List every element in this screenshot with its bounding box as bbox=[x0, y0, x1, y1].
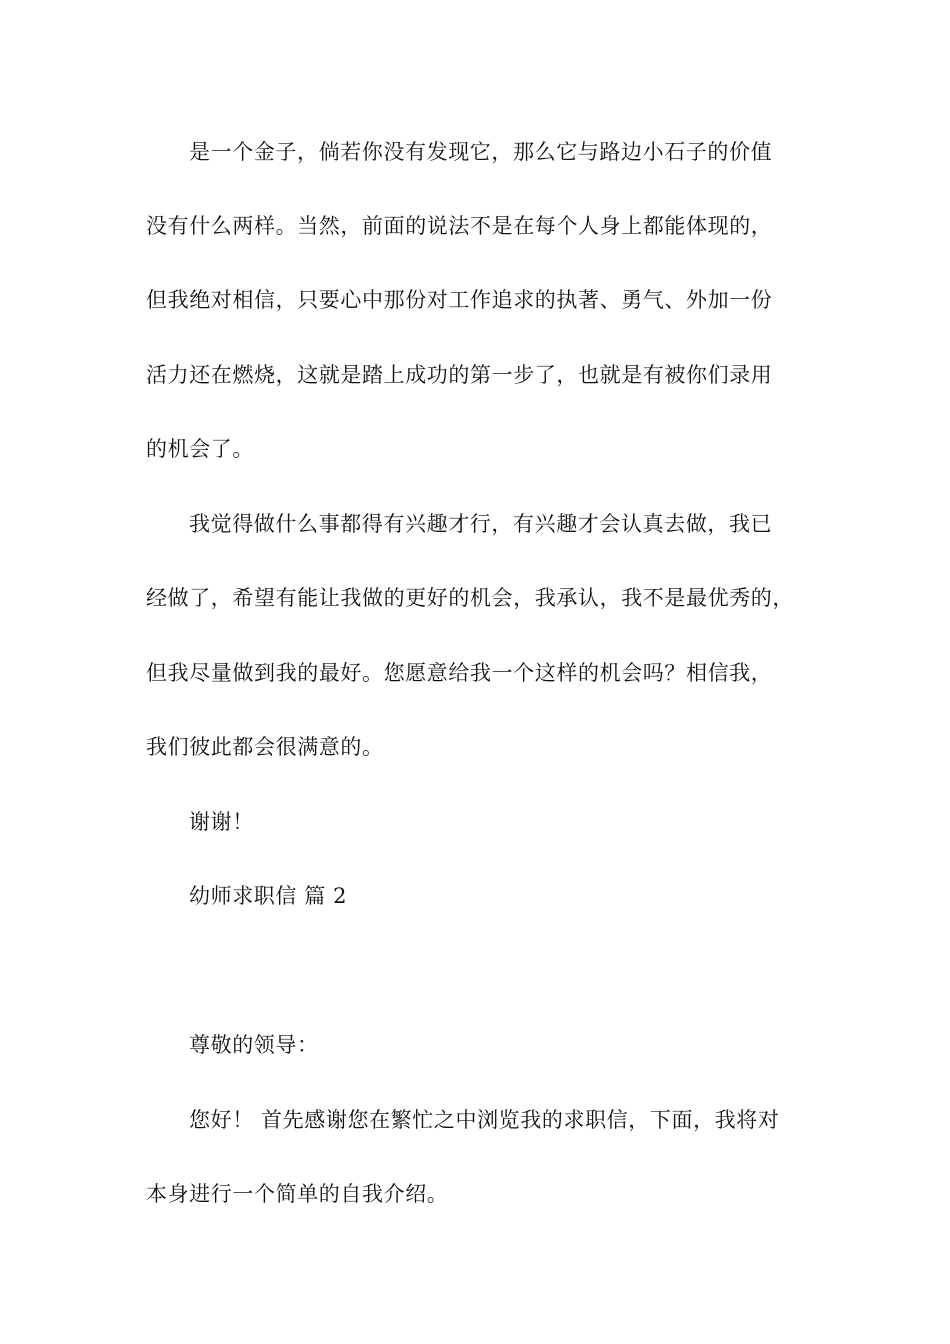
paragraph-line: 我觉得做什么事都得有兴趣才行，有兴趣才会认真去做，我已 bbox=[189, 512, 773, 536]
paragraph-line: 经做了，希望有能让我做的更好的机会，我承认，我不是最优秀的， bbox=[146, 586, 794, 610]
paragraph-line: 是一个金子，倘若你没有发现它，那么它与路边小石子的价值 bbox=[189, 140, 773, 164]
paragraph-line: 没有什么两样。当然，前面的说法不是在每个人身上都能体现的， bbox=[146, 214, 773, 238]
salutation: 尊敬的领导： bbox=[189, 1033, 319, 1057]
paragraph-line: 的机会了。 bbox=[146, 437, 254, 461]
paragraph-line: 但我绝对相信，只要心中那份对工作追求的执著、勇气、外加一份 bbox=[146, 288, 773, 312]
paragraph-line: 本身进行一个简单的自我介绍。 bbox=[146, 1182, 449, 1206]
paragraph-line: 我们彼此都会很满意的。 bbox=[146, 735, 384, 759]
paragraph-line: 但我尽量做到我的最好。您愿意给我一个这样的机会吗？相信我， bbox=[146, 661, 773, 685]
paragraph-line: 您好！ 首先感谢您在繁忙之中浏览我的求职信，下面，我将对 bbox=[189, 1108, 780, 1132]
closing-thanks: 谢谢！ bbox=[189, 810, 254, 834]
section-heading: 幼师求职信 篇 2 bbox=[189, 884, 348, 908]
paragraph-line: 活力还在燃烧，这就是踏上成功的第一步了，也就是有被你们录用 bbox=[146, 363, 773, 387]
